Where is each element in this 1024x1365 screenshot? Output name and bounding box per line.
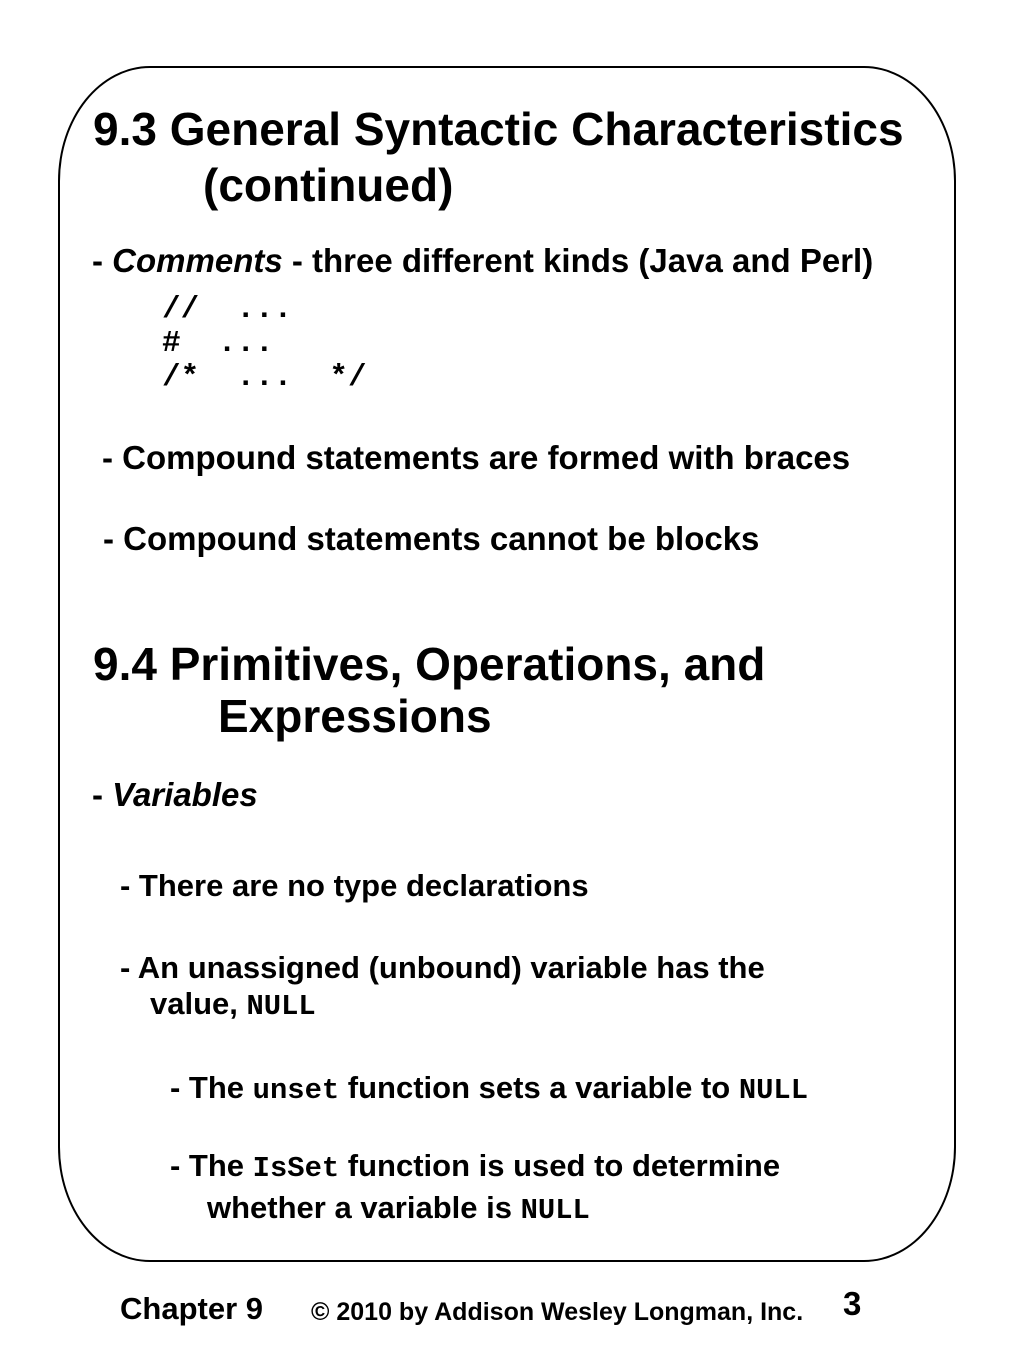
unset-pre-text: - The [170,1070,253,1105]
unset-mid-text: function sets a variable to [339,1070,739,1105]
code-line-hash: # ... [162,326,274,361]
section-93-title-line2: (continued) [203,159,454,211]
isset-code-text: IsSet [252,1152,340,1185]
section-93-title-line1: 9.3 General Syntactic Characteristics [93,103,904,155]
section-94-title-line2: Expressions [218,690,492,742]
comments-term: Comments [112,242,283,279]
null-code-text: NULL [520,1194,590,1227]
bullet-variables [92,777,258,814]
unbound-line2-text: value, [150,986,247,1021]
isset-line2-text: whether a variable is [207,1190,521,1225]
null-code-text: NULL [738,1074,809,1107]
bullet-dash: - [92,776,113,813]
bullet-compound-braces: - Compound statements are formed with braces [102,439,851,476]
bullet-comments [92,243,873,280]
variables-term: Variables [112,776,258,813]
comments-rest: - three different kinds (Java and Perl) [282,242,874,279]
isset-mid-text: function is used to determine [339,1148,781,1183]
bullet-compound-blocks: - Compound statements cannot be blocks [103,520,760,557]
bullet-unset [170,1071,808,1107]
bullet-unbound-line2 [150,987,316,1023]
bullet-isset-line1 [170,1149,780,1185]
isset-pre-text: - The [170,1148,253,1183]
footer-chapter-label: Chapter 9 [120,1291,263,1326]
bullet-no-type-declarations: - There are no type declarations [120,868,589,903]
code-line-slash: // ... [162,292,293,327]
bullet-isset-line2 [207,1191,590,1227]
bullet-unbound-line1: - An unassigned (unbound) variable has the [120,950,765,985]
footer-page-number: 3 [843,1285,862,1322]
bullet-dash: - [92,242,113,279]
null-code-text: NULL [246,990,316,1023]
code-line-block-comment: /* ... */ [162,360,367,395]
section-94-title-line1: 9.4 Primitives, Operations, and [93,638,766,690]
footer-copyright: © 2010 by Addison Wesley Longman, Inc. [311,1298,804,1326]
unset-code-text: unset [252,1074,340,1107]
